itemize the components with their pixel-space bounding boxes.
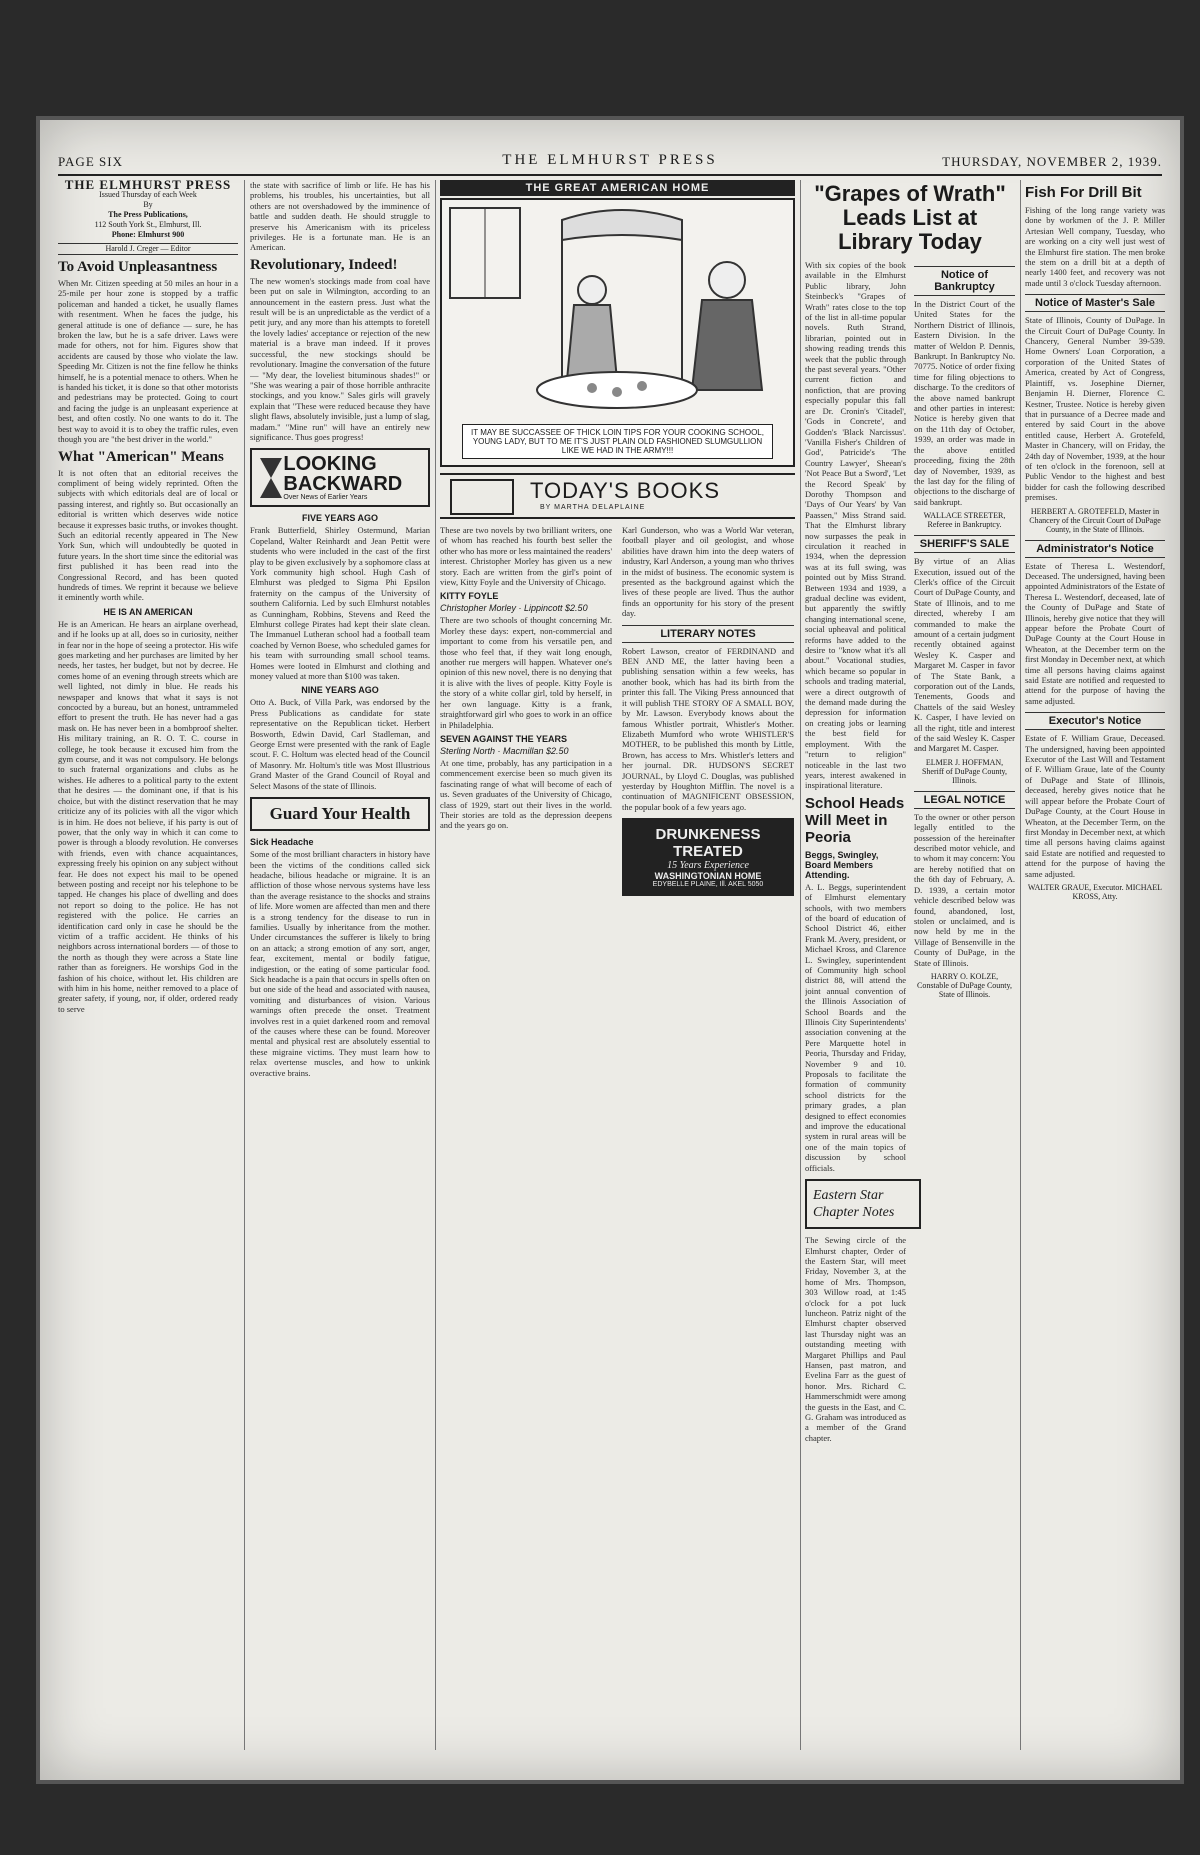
column-divider	[244, 180, 245, 1750]
todays-books-byline: BY MARTHA DELAPLAINE	[540, 504, 646, 511]
article-body: Fishing of the long range variety was done by workmen of the J. P. Miller Artesian Well company, Tuesday, who are working on a city well just west of the Elmhurst fire station. The men broke the stem on a drill bit at a depth of nearly 1400 feet, and recovery was not made until 3 o'clock Tuesday afternoon.	[1025, 205, 1165, 288]
issue-date: THURSDAY, NOVEMBER 2, 1939.	[942, 154, 1162, 169]
notice-header: Executor's Notice	[1025, 712, 1165, 730]
looking-backward-title: LOOKING BACKWARD	[283, 453, 403, 496]
books-column-right	[622, 525, 794, 896]
notice-header: SHERIFF'S SALE	[914, 535, 1015, 553]
article-body: Robert Lawson, creator of FERDINAND and BEN AND ME, the latter having been a publishing sensation within a few weeks, has another book, which has had its birth from the printer this fall. The Viking Press announced that it will publish THE STORY OF A SMALL BOY, by Mr. Lawson. Everybody knows about the famous Whistler portrait, Whistler's Mother. Elizabeth Mumford who wrote WHISTLER'S MOTHER, to be published this month by Little, Brown, has access to Mrs. Whistler's letters and her journal. DR. HUDSON'S SECRET JOURNAL, by Lloyd C. Douglas, was published yesterday by Houghton Mifflin. The novel is a continuation of MAGNIFICENT OBSESSION, the popular book of a few years ago.	[622, 645, 794, 812]
editorial-headline: To Avoid Unpleasantness	[58, 259, 218, 275]
notice-header: LEGAL NOTICE	[914, 791, 1015, 809]
editorial-body: He is an American. He hears an airplane overhead, and if he looks up at all, does so in curiosity, neither in fear nor in the hope of seeing a protector. His wife goes marketing and her purchases are limited by her needs, her tastes, her budget, but not by decree. He comes home of an evening through streets which are well lighted, not dimly in blue. He reads his newspaper and knows that what it says is not concocted by a bureau, but an honest, untrammeled effort to present the truth. He has never had a gas mask on. He has never been in a bombproof shelter. His military training, an R. O. T. C. course in college, he took because it excused him from the gym course, and it was not compulsory. He belongs to such fraternal organizations and clubs as he wishes. He adheres to a political party to the extent that he desires — the dominant one, if that is his choice, but with the distinct reservation that he may criticize any of its policies with all the vigor which is in him. He does not believe, if his party is out of power, that the only way in which it can come to power is through a bloody revolution. He converses with friends, even with chance acquaintances, expressing freely his opinion on any subject without fear. He does not expect his mail to be opened between posting and receipt nor his telephone to be tapped. He changes his place of dwelling and does not report so doing to the police. He has not registered with the police. He carries an identification card only in case he should be the victim of a traffic accident. He thinks of his neighbors across international borders — of those to the north as though they were across a State line rather than as foreigners. He worships God in the fashion of his choice, without let. His children are with him in his home, neither removed to a place of greater safety, if young, nor, if older, ordered ready to serve	[58, 618, 238, 1014]
notice-signature: WALTER GRAUE, Executor. MICHAEL KROSS, Atty.	[1027, 882, 1163, 901]
column-1	[58, 180, 238, 1750]
notice-signature: HERBERT A. GROTEFELD, Master in Chancery of the Circuit Court of DuPage County, in the State of Illinois.	[1029, 506, 1161, 534]
article-body: The Sewing circle of the Elmhurst chapter, Order of the Eastern Star, will meet Friday, November 3, at the home of Mrs. Thompson, 303 Willow road, at 1:45 o'clock for a pot luck luncheon. Patriz night of the Elmhurst chapter observed last Thursday night was an outstanding meeting with Margaret Phillips and Paul Hansen, past matron, and Evelina Farr as the guest of honor. Mrs. Richard C. Hammerschmidt were among the guests in the East, and C. G. Graham was introduced as a member of the Grand chapter.	[805, 1235, 906, 1443]
article-body: At one time, probably, has any participation in a commencement exercise been so much given its fascinating range of what will become of each of us. Seven graduates of the University of Chicago, class of 1929, start out their lives in the world. Their stories are told as the depression deepens and the years go on.	[440, 757, 612, 831]
editorial-body: When Mr. Citizen speeding at 50 miles an hour in a 25-mile per hour zone is stopped by a traffic policeman and handed a ticket, he usually flames with resentment. When he faces the judge, his general attitude is one of defiance — sure, he has broken the law, but he is a safe driver. Laws were made for others, not for him. Figures show that accidents are caused by those who violate the law. Speeding Mr. Citizen is not the fine fellow he thinks himself, he is a potential menace to others. When he is handed his ticket, it is done so that other motorists and pedestrians may be protected. Going to court and facing the judge is an unpleasant experience at best, and often costly. No one wants to do it. The best way to avoid it is to obey the traffic rules, even though you are "the best driver in the world."	[58, 278, 238, 445]
books-column-left	[440, 525, 612, 896]
column-3-4	[440, 180, 795, 1750]
publisher-box	[58, 180, 238, 255]
section-subhead: NINE YEARS AGO	[301, 685, 379, 696]
notice-body: In the District Court of the United States for the Northern District of Illinois, Eastern Division. In the matter of Weldon P. Dennis, Bankrupt. In Bankruptcy No. 70775. Notice of order fixing time for filing objections to discharge. To the creditors of the above named bankrupt and other parties in interest: Notice is hereby given that on the 11th day of October, 1939, an order was made in the above entitled proceeding, fixing the 28th day of November, 1939, as the last day for the filing of objections to the discharge of said bankrupt.	[914, 299, 1015, 507]
notice-header: Notice of Master's Sale	[1025, 294, 1165, 312]
notice-body: To the owner or other person legally entitled to the possession of the hereinafter described motor vehicle, and to whom it may concern: You are hereby notified that on the 6th day of February, A. D. 1939, a certain motor vehicle described below was found, abandoned, lost, stolen or unclaimed, and is now held by me in the Village of Bensenville in the County of DuPage, in the State of Illinois.	[914, 811, 1015, 968]
column-divider	[1020, 180, 1021, 1750]
sub-column-left	[805, 260, 906, 1447]
publisher-line: By	[143, 200, 153, 209]
notice-body: State of Illinois, County of DuPage. In the Circuit Court of DuPage County. In Chancery, General Number 39-539. Home Owners' Loan Corporation, a corporation of the United States of America, created by Act of Congress, Plaintiff, vs. Josephine Dierner, Benjamin H. Dierner, Florence C. Kestner, Trustee. Notice is hereby given that in pursuance of a Decree made and entered by said Court in the above entitled cause, Herbert A. Grotefeld, Master in Chancery, will on Friday, the 24th day of November, 1939, at the hour of ten o'clock in the forenoon, sell at Public Vendor to the highest and best bidder for cash the following described premises.	[1025, 315, 1165, 503]
article-body: Frank Butterfield, Shirley Ostermund, Marian Copeland, Walter Reinhardt and Jean Pettit were students who were included in the cast of the first play to be given exclusively by a sophomore class at York community high school. Hugh Cash of Elmhurst was pledged to Sigma Phi Epsilon fraternity on the campus of the University of southern California. Led by such Elmhurst notables as Cunningham, Robbins, Stevens and Reed the Elmhurst college Pirates had kept their slate clean. The Immanuel Lutheran school had a football team coached by Vernon Boese, who scheduled games for his team with surrounding small school teams. Homes were looted in Elmhurst and clothing and money valued at more than $100 was taken.	[250, 525, 430, 682]
masthead-rule	[58, 174, 1162, 176]
cartoon-caption: IT MAY BE SUCCASSEE OF THICK LOIN TIPS FOR YOUR COOKING SCHOOL, YOUNG LADY, BUT TO ME IT'S JUST PLAIN OLD FASHIONED SLUMGULLION LIKE WE HAD IN THE ARMY!!!	[462, 424, 773, 459]
ad-name: WASHINGTONIAN HOME	[654, 871, 762, 882]
publisher-line: Issued Thursday of each Week	[99, 190, 197, 199]
book-byline: Christopher Morley · Lippincott $2.50	[440, 603, 588, 614]
editorial-body: the state with sacrifice of limb or life. He has his problems, his troubles, his uncertainties, but all others are not overshadowed by the imminence of battle and sudden death. He should struggle to preserve his Americanism with its priceless privileges. He is a fortunate man. He is an American.	[250, 180, 430, 253]
publisher-line: Phone: Elmhurst 900	[111, 230, 185, 239]
publisher-line: The Press Publications,	[108, 210, 188, 219]
notice-header: Administrator's Notice	[1025, 540, 1165, 558]
lead-headline: "Grapes of Wrath" Leads List at Library Today	[814, 181, 1006, 254]
article-body: Karl Gunderson, who was a World War veteran, football player and oil geologist, and whose abilities have drawn him into the deep waters of industry, Karl Anderson, a young man who thrives in the midst of business. The economic system is presented as the background against which the lives of these people are lived. Thus the author finds an opportunity for his story of the present day.	[622, 525, 794, 619]
advertisement-box	[622, 818, 794, 896]
editorial-headline: What "American" Means	[58, 448, 224, 465]
hourglass-icon	[256, 456, 275, 500]
section-subhead: FIVE YEARS AGO	[301, 513, 379, 524]
editorial-headline: Revolutionary, Indeed!	[250, 256, 398, 273]
book-icon	[450, 479, 514, 515]
article-body: With six copies of the book available in the Elmhurst Public library, John Steinbeck's "Grapes of Wrath" rates close to the top of the list in all-time popular novels. Ruth Strand, librarian, pointed out in showing reading trends this week that the public through the past several years. "Other current fiction and nonfiction, that are proving especially popular this fall are Dr. Cronin's 'Citadel', 'Gods in Concrete', and Godden's 'Black Narcissus'. 'Vanilla Fisher's Children of God', Patricide's 'The Country Lawyer', Sheean's 'Not Peace But a Sword', 'Let the Record Speak' by Dorothy Thompson and 'Days of Our Years' by Van Paassen," Miss Strand said. That the Elmhurst library now surpasses the peak in circulation it reached in 1934, when the depression was at its full swing, was pointed out by Miss Strand. Between 1934 and 1939, a gradual decline was evident, but apparently the swiftly changing international scene, social upheaval and political reforms have added to the desire to "know what it's all about." Vocational studies, which became so popular in schools and trading material, were a direct outgrowth of the demand made during the depression for information on creating jobs or learning the best field for employment. With the "return to religion" noticeable in the last two years, interest awakened in inspirational literature.	[805, 260, 906, 791]
looking-backward-subtitle: Over News of Earlier Years	[283, 494, 368, 502]
ad-tagline: 15 Years Experience	[667, 860, 749, 872]
notice-signature: WALLACE STREETER, Referee in Bankruptcy.	[923, 511, 1006, 530]
cartoon-illustration	[440, 198, 795, 467]
publisher-line: 112 South York St., Elmhurst, Ill.	[94, 220, 202, 229]
article-subhead: Beggs, Swingley, Board Members Attending.	[805, 849, 879, 880]
notice-body: By virtue of an Alias Execution, issued out of the Clerk's office of the Circuit Court of DuPage County, and State of Illinois, and to me directed, whereby I am commanded to make the amount of a certain judgment recently obtained against Wesley K. Casper and Margaret M. Casper in favor of The State Bank, a corporation out of the Lands, Tenements, Goods and Chattels of the said Wesley K. Casper, I have levied on all the right, title and interest of the said Wesley K. Casper and Margaret M. Casper.	[914, 556, 1015, 754]
article-body: Some of the most brilliant characters in history have been the victims of the conditions called sick headache, bilious headache or migraine. It is an affliction of those whose nervous systems have less than the average resistance to the shocks and strains of life. More women are affected than men and there is a strong tendency for the disease to run in families. Usually by inheritance from the mother. Under circumstances the sufferer is likely to bring on an attack; a strong emotion of any sort, anger, fear, excitement, mental or bodily fatigue, indigestion, or the eating of some particular food. Sick headache is a pain that occurs in spells often on but one side of the head and associated with nausea, vomiting and disturbances of vision. Various warnings often precede the onset. Treatment involves rest in a quiet darkened room and removal of the causes where these can be found. Moreover mental and physical rest are absolutely essential to these migraine victims. They must learn how to relax overtense muscles, and how to unkink overactive brains.	[250, 849, 430, 1078]
column-6	[1025, 180, 1165, 1750]
masthead	[58, 150, 1162, 172]
looking-backward-banner	[250, 448, 430, 507]
notice-signature: HARRY O. KOLZE, Constable of DuPage County, State of Illinois.	[916, 971, 1013, 999]
book-title: SEVEN AGAINST THE YEARS	[440, 733, 568, 744]
article-body: Otto A. Buck, of Villa Park, was endorsed by the Press Publications as candidate for state representative on the Republican ticket. Herbert Bosworth, Edwin David, Carl Stadleman, and George Ernst were presented with the rank of Eagle scout. F. C. Holtum was elected head of the Council of Masonry. Mr. Holtum's title was Most Illustrious Grand Master of the Grand Council of Royal and Select Masons of the state of Illinois.	[250, 697, 430, 791]
ad-headline: DRUNKENESS TREATED	[655, 826, 761, 861]
notice-body: Estate of F. William Graue, Deceased. The undersigned, having been appointed Executor of the Last Will and Testament of F. William Graue, late of the County of DuPage and State of Illinois, deceased, hereby gives notice that he will appear before the Probate Court of DuPage County, at the Court House in Wheaton, at the December Term, on the first Monday in December next, at which time all persons having claims against said Estate are notified and requested to attend for the purpose of having the same adjusted.	[1025, 733, 1165, 879]
todays-books-title: TODAY'S BOOKS	[530, 478, 720, 503]
notice-body: Estate of Theresa L. Westendorf, Deceased. The undersigned, having been appointed Administrators of the Estate of Theresa L. Westendorf, deceased, late of the County of DuPage and State of Illinois, hereby give notice that they will appear before the Probate Court of DuPage County at the Court House in Wheaton, at the December term on the first Monday in December next, at which time all persons having claims against said Estate are notified and requested to attend for the purpose of having the same adjusted.	[1025, 560, 1165, 706]
book-byline: Sterling North · Macmillan $2.50	[440, 745, 569, 756]
publisher-title: THE ELMHURST PRESS	[64, 180, 232, 192]
newspaper-name: THE ELMHURST PRESS	[502, 152, 718, 168]
editorial-body: The new women's stockings made from coal have been put on sale in Wilmington, according to an announcement in the eastern press. Just what the result will be is an unpredictable as the verdict of a petit jury, and any more than his attempts to foretell the lovely ladies' acceptance or rejection of the new material is a brave man indeed. If it proves successful, the new stockings should be revolutionary. Imagine the conversation of the future — "My dear, the loveliest bituminous shades!" or "She was wearing a pair of those horrible anthracite stockings, and you know." Sales girls will gravely explain that "These were reduced because they have slight flaws, absolutely invisible, just a lump of slag, madam." "Mine run" will have an entirely new significance. Thus goes progress!	[250, 275, 430, 442]
todays-books-banner	[440, 473, 795, 519]
column-2	[250, 180, 430, 1750]
guard-your-health-banner: Guard Your Health	[250, 797, 430, 831]
newspaper-page	[40, 120, 1180, 1780]
publisher-editor: Harold J. Creger — Editor	[58, 243, 238, 255]
article-headline: Fish For Drill Bit	[1025, 184, 1142, 201]
column-divider	[800, 180, 801, 1750]
book-title: KITTY FOYLE	[440, 591, 499, 602]
article-headline: School Heads Will Meet in Peoria	[805, 794, 905, 846]
notice-signature: ELMER J. HOFFMAN, Sheriff of DuPage County, Illinois.	[921, 757, 1008, 785]
column-5	[805, 180, 1015, 1750]
notice-header: Notice of Bankruptcy	[914, 266, 1015, 296]
column-divider	[435, 180, 436, 1750]
page-number: PAGE SIX	[58, 154, 123, 169]
article-body: These are two novels by two brilliant writers, one of whom has reached his fourth best seller the other who has more or less maintained the readers' interest. Christopher Morley has given us a new story. Each are written from the girl's point of view, Kitty Foyle and the University of Chicago.	[440, 525, 612, 588]
article-subhead: Sick Headache	[250, 837, 314, 848]
ad-address: EDYBELLE PLAINE, Ill. AKEL 5050	[652, 881, 764, 889]
article-body: There are two schools of thought concerning Mr. Morley these days: expert, non-commercial and important to come from his versatile pen, and those who feel that, if they wait long enough, another rue mergers will happen. Whatever one's opinion of this new novel, there is no denying that it is alive with the lives of people. Kitty Foyle is the story of a white collar girl, told by herself, in her own language. Kitty is a frank, straightforward girl who goes to work in an office in Philadelphia.	[440, 615, 612, 730]
sub-column-right	[914, 260, 1015, 1447]
editorial-body: It is not often that an editorial receives the compliment of being widely reprinted. Often the subjects with which editorials deal are of local or passing interest, and rightly so. But occasionally an editorial is written which deserves wide notice because it expresses basic truths, or invokes thought. Such an editorial recently appeared in The New York Sun, which will undoubtedly be quoted in future years. In the short time since the editorial was first published it has been read into the Congressional Record, and has been quoted hundreds of times. We reprint it because we believe it eminently worth while.	[58, 467, 238, 603]
literary-notes-header: LITERARY NOTES	[622, 625, 794, 643]
article-body: A. L. Beggs, superintendent of Elmhurst elementary schools, with two members of the board of education of School District 46, either Frank M. Avery, president, or Michael Kross, and Clarence L. Swingley, superintendent of Community high school district 88, will attend the joint annual convention of the Illinois Association of School Boards and the Illinois City Superintendents' association convening at the Pere Marquette hotel in Peoria, Thursday and Friday, November 9 and 10. Proposals to facilitate the formation of community school districts for the primary grades, a plan designed to effect economies and improve the educational system in rural areas will be one of the main topics of discussion by school officials.	[805, 881, 906, 1173]
section-subhead: HE IS AN AMERICAN	[103, 606, 193, 617]
eastern-star-box: Eastern Star Chapter Notes	[805, 1179, 921, 1229]
cartoon-title: THE GREAT AMERICAN HOME	[440, 180, 795, 196]
